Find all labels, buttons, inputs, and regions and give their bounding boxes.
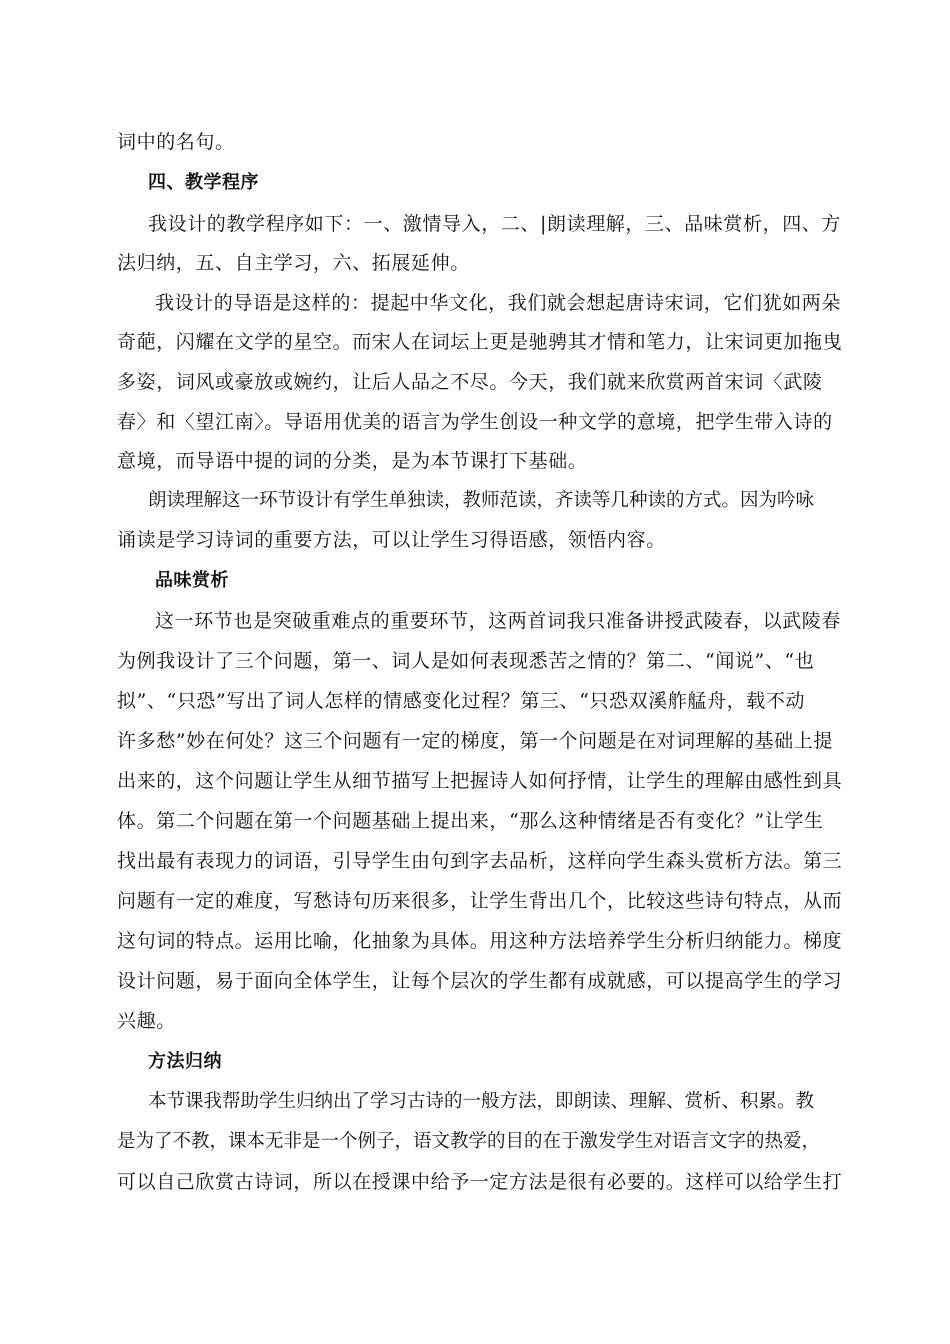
text-line: 我设计的教学程序如下：一、激情导入，二、|朗读理解，三、品味赏析，四、方 bbox=[148, 213, 842, 235]
text-line: 兴趣。 bbox=[117, 1010, 176, 1032]
text-line: 法归纳，五、自主学习，六、拓展延伸。 bbox=[117, 252, 470, 274]
text-line: 为例我设计了三个问题，第一、词人是如何表现悉苦之情的？第二、“闻说”、“也 bbox=[117, 650, 815, 672]
section-heading-method-summary: 方法归纳 bbox=[148, 1051, 222, 1072]
text-line: 找出最有表现力的词语，引导学生由句到字去品析，这样向学生森头赏析方法。第三 bbox=[117, 850, 843, 872]
text-line: 问题有一定的难度，写愁诗句历来很多，让学生背出几个，比较这些诗句特点，从而 bbox=[117, 890, 843, 912]
text-line: 我设计的导语是这样的：提起中华文化，我们就会想起唐诗宋词，它们犹如两朵 bbox=[155, 292, 842, 314]
text-line: 这句词的特点。运用比喻，化抽象为具体。用这种方法培养学生分析归纳能力。梯度 bbox=[117, 930, 843, 952]
section-heading-teaching-procedure: 四、教学程序 bbox=[148, 172, 259, 193]
text-line: 体。第二个问题在第一个问题基础上提出来，“那么这种情绪是否有变化？”让学生 bbox=[117, 810, 824, 832]
text-line: 本节课我帮助学生归纳出了学习古诗的一般方法，即朗读、理解、赏析、积累。教 bbox=[148, 1091, 815, 1112]
text-line: 这一环节也是突破重难点的重要环节，这两首词我只准备讲授武陵春，以武陵春 bbox=[155, 610, 842, 632]
text-line: 出来的，这个问题让学生从细节描写上把握诗人如何抒情，让学生的理解由感性到具 bbox=[117, 770, 843, 792]
text-line: 是为了不教，课本无非是一个例子，语文教学的目的在于激发学生对语言文字的热爱， bbox=[117, 1131, 821, 1152]
text-line: 拟”、“只恐”写出了词人怎样的情感变化过程？第三、“只恐双溪舴艋舟，载不动 bbox=[117, 690, 806, 712]
text-line: 许多愁”妙在何处？这三个问题有一定的梯度，第一个问题是在对词理解的基础上提 bbox=[117, 730, 833, 752]
text-line: 朗读理解这一环节设计有学生单独读，教师范读，齐读等几种读的方式。因为吟咏 bbox=[148, 490, 815, 511]
text-line: 诵读是学习诗词的重要方法，可以让学生习得语感，领悟内容。 bbox=[117, 529, 666, 551]
text-line: 奇葩，闪耀在文学的星空。而宋人在词坛上更是驰骋其才情和笔力，让宋词更加拖曳 bbox=[117, 331, 843, 353]
section-heading-appreciation: 品味赏析 bbox=[155, 570, 229, 591]
text-line: 可以自己欣赏古诗词，所以在授课中给予一定方法是很有必要的。这样可以给学生打 bbox=[117, 1171, 843, 1193]
text-line: 春〉和〈望江南〉。导语用优美的语言为学生创设一种文学的意境，把学生带入诗的 bbox=[117, 411, 833, 433]
text-line: 词中的名句。 bbox=[117, 131, 235, 153]
text-line: 意境，而导语中提的词的分类，是为本节课打下基础。 bbox=[117, 450, 588, 472]
text-line: 设计问题，易于面向全体学生，让每个层次的学生都有成就感，可以提高学生的学习 bbox=[117, 970, 843, 992]
text-line: 多姿，词风或豪放或婉约，让后人品之不尽。今天，我们就来欣赏两首宋词〈武陵 bbox=[117, 371, 823, 393]
